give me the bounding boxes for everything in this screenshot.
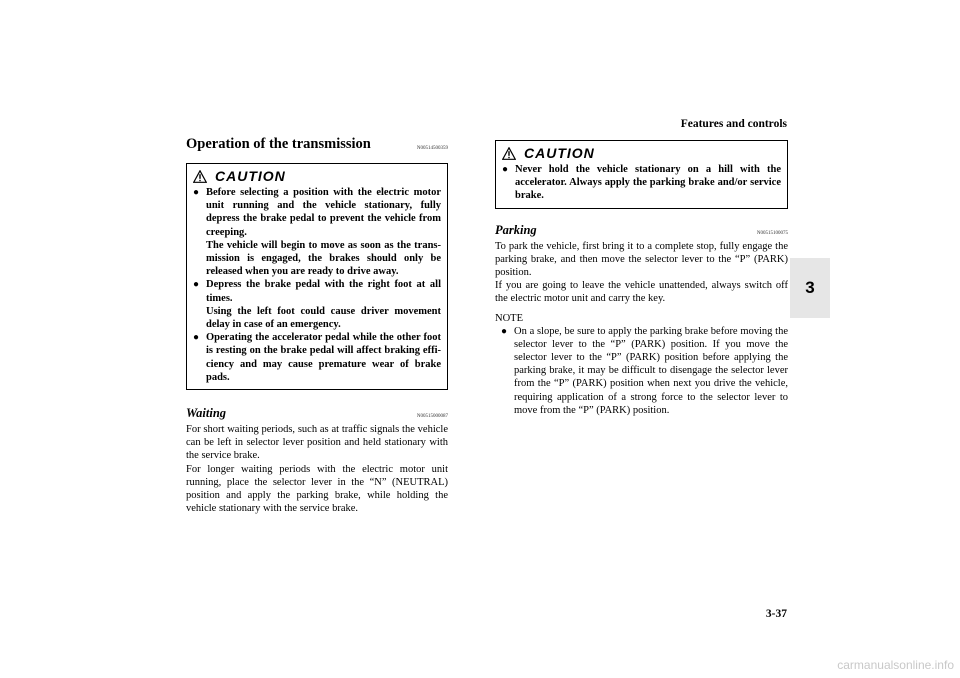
left-column: [186, 136, 448, 515]
waiting-heading: [186, 406, 448, 421]
parking-title: Parking: [495, 222, 537, 237]
caution-header: [193, 167, 441, 185]
right-column: [495, 140, 788, 417]
caution-text: Never hold the vehicle stationary on a hill with the accelerator. Always apply the parking brake and/or service brake.: [515, 164, 781, 202]
section-heading: [186, 136, 448, 153]
bullet-icon: ●: [193, 187, 200, 198]
page-number: 3-37: [765, 608, 787, 620]
parking-heading: [495, 223, 788, 238]
caution-item: [502, 163, 781, 203]
caution-title: CAUTION: [524, 145, 595, 161]
note-item: [495, 325, 788, 417]
section-code: N00514500359: [416, 146, 448, 151]
caution-text: Before selecting a position with the electric motor unit running and the vehicle stationary, fully depress the brake pedal to prevent the vehicle from creeping.: [206, 187, 441, 238]
caution-text: The vehicle will begin to move as soon as the trans-mission is engaged, the brakes should only be released when you are ready to drive away.: [206, 239, 441, 278]
caution-text: Using the left foot could cause driver movement delay in case of an emergency.: [206, 305, 441, 331]
caution-box-right: [495, 140, 788, 209]
bullet-icon: ●: [501, 325, 508, 337]
running-header: Features and controls: [680, 118, 787, 130]
caution-text: Operating the accelerator pedal while the other foot is resting on the brake pedal will affect braking effi-ciency and may cause premature wear of brake pads.: [206, 332, 441, 383]
parking-paragraph: If you are going to leave the vehicle unattended, always switch off the electric motor unit and carry the key.: [495, 280, 788, 305]
warning-triangle-icon: [193, 170, 207, 183]
caution-list-left: [193, 186, 441, 384]
waiting-code: N00515000087: [416, 414, 448, 420]
caution-text: Depress the brake pedal with the right foot at all times.: [206, 279, 441, 304]
warning-triangle-icon: [502, 147, 516, 160]
caution-item: [193, 278, 441, 331]
caution-list-right: [502, 163, 781, 203]
chapter-tab: 3: [790, 258, 830, 318]
caution-header: [502, 144, 781, 162]
section-title: Operation of the transmission: [186, 136, 371, 152]
waiting-paragraph: For short waiting periods, such as at traffic signals the vehicle can be left in selector lever position and held stationary with the service brake.: [186, 424, 448, 462]
parking-code: N00515100075: [756, 230, 788, 236]
caution-item: [193, 331, 441, 384]
caution-title: CAUTION: [215, 168, 286, 184]
bullet-icon: ●: [193, 332, 200, 344]
caution-box-left: [186, 163, 448, 390]
parking-paragraph: To park the vehicle, first bring it to a complete stop, fully engage the parking brake, and then move the selector lever to the “P” (PARK) position.: [495, 240, 788, 279]
bullet-icon: ●: [193, 279, 200, 291]
watermark: carmanualsonline.info: [837, 658, 954, 672]
note-label: NOTE: [495, 312, 523, 324]
caution-item: [193, 186, 441, 278]
waiting-paragraph: For longer waiting periods with the electric motor unit running, place the selector lever in the “N” (NEUTRAL) position and apply the parking brake, while holding the vehicle stationary with the service brake.: [186, 463, 448, 515]
note-text: On a slope, be sure to apply the parking brake before moving the selector lever to the “P” (PARK) position. If you move the selector lever to the “P” (PARK) position before applying the parking brake, it may be difficult to disengage the selector lever from the “P” (PARK) position when next you drive the vehicle, requiring application of a strong force to the selector lever to move from the “P” (PARK) position.: [514, 325, 788, 416]
bullet-icon: ●: [502, 164, 509, 175]
waiting-title: Waiting: [186, 406, 227, 421]
